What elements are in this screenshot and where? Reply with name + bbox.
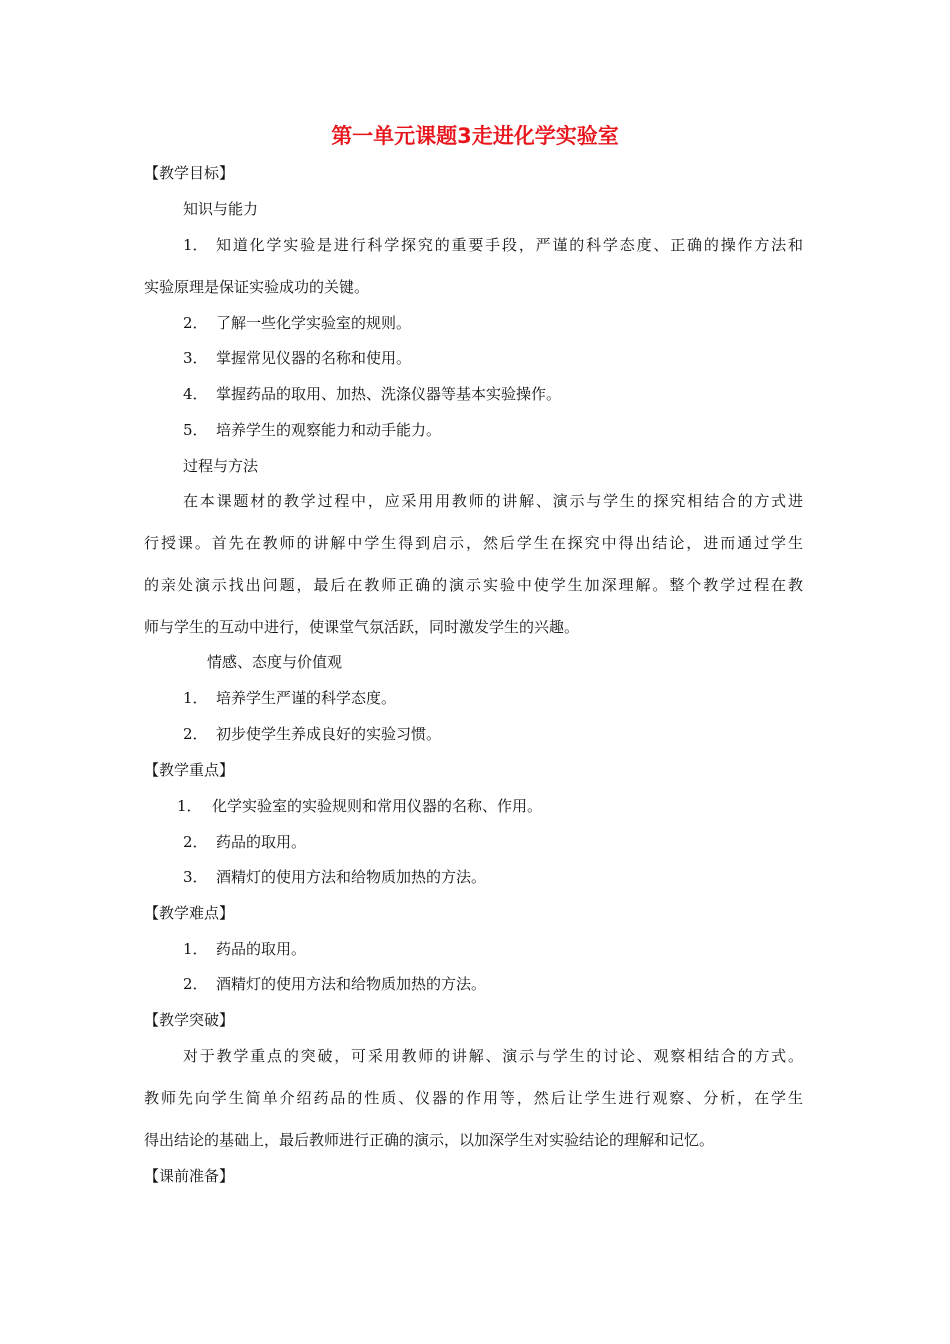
list-item <box>183 420 803 440</box>
list-item <box>183 974 803 994</box>
list-item <box>183 384 803 404</box>
list-item-text: 药品的取用。 <box>216 833 307 851</box>
paragraph-line: 师与学生的互动中进行，使课堂气氛活跃，同时激发学生的兴趣。 <box>144 618 580 636</box>
list-item-number: 3． <box>183 349 208 367</box>
section-heading-key-points: 【教学重点】 <box>144 761 235 779</box>
section-heading-difficulties: 【教学难点】 <box>144 904 235 922</box>
list-item-continuation: 实验原理是保证实验成功的关键。 <box>144 278 370 296</box>
list-item-number: 2． <box>183 975 208 993</box>
paragraph-line: 教师先向学生简单介绍药品的性质、仪器的作用等，然后让学生进行观察、分析，在学生 <box>144 1089 803 1107</box>
list-item-text: 知道化学实验是进行科学探究的重要手段，严谨的科学态度、正确的操作方法和 <box>216 236 803 254</box>
list-item <box>183 867 803 887</box>
paragraph-line: 行授课。首先在教师的讲解中学生得到启示，然后学生在探究中得出结论，进而通过学生 <box>144 534 803 552</box>
list-item-text: 掌握药品的取用、加热、洗涤仪器等基本实验操作。 <box>216 385 562 403</box>
list-item <box>183 939 803 959</box>
paragraph-line: 对于教学重点的突破，可采用教师的讲解、演示与学生的讨论、观察相结合的方式。 <box>183 1047 803 1065</box>
list-item-text: 药品的取用。 <box>216 940 307 958</box>
list-item-text: 培养学生严谨的科学态度。 <box>216 689 397 707</box>
list-item <box>177 796 797 816</box>
list-item-text: 培养学生的观察能力和动手能力。 <box>216 421 442 439</box>
list-item-number: 4． <box>183 385 208 403</box>
list-item-text: 化学实验室的实验规则和常用仪器的名称、作用。 <box>212 797 543 815</box>
list-item-text: 初步使学生养成良好的实验习惯。 <box>216 725 442 743</box>
list-item-number: 2． <box>183 833 208 851</box>
list-item-number: 1． <box>183 236 208 254</box>
list-item-text: 掌握常见仪器的名称和使用。 <box>216 349 412 367</box>
list-item <box>183 313 803 333</box>
subheading-emotion: 情感、态度与价值观 <box>207 653 343 671</box>
paragraph-line: 在本课题材的教学过程中，应采用用教师的讲解、演示与学生的探究相结合的方式进 <box>183 492 803 510</box>
subheading-knowledge: 知识与能力 <box>183 200 259 218</box>
list-item-number: 1． <box>183 689 208 707</box>
list-item <box>183 688 803 708</box>
list-item-number: 2． <box>183 314 208 332</box>
list-item-text: 酒精灯的使用方法和给物质加热的方法。 <box>216 868 487 886</box>
list-item-number: 5． <box>183 421 208 439</box>
list-item <box>183 724 803 744</box>
list-item-number: 2． <box>183 725 208 743</box>
subheading-process: 过程与方法 <box>183 457 259 475</box>
section-heading-objectives: 【教学目标】 <box>144 164 235 182</box>
list-item-text: 了解一些化学实验室的规则。 <box>216 314 412 332</box>
section-heading-preparation: 【课前准备】 <box>144 1167 235 1185</box>
paragraph-line: 得出结论的基础上，最后教师进行正确的演示，以加深学生对实验结论的理解和记忆。 <box>144 1131 715 1149</box>
paragraph-line: 的亲处演示找出问题，最后在教师正确的演示实验中使学生加深理解。整个教学过程在教 <box>144 576 803 594</box>
document-title: 第一单元课题3走进化学实验室 <box>331 124 619 148</box>
list-item-number: 3． <box>183 868 208 886</box>
section-heading-breakthrough: 【教学突破】 <box>144 1011 235 1029</box>
list-item-number: 1． <box>177 797 202 815</box>
list-item-text: 酒精灯的使用方法和给物质加热的方法。 <box>216 975 487 993</box>
list-item <box>183 832 803 852</box>
list-item <box>183 348 803 368</box>
list-item <box>183 235 803 255</box>
list-item-number: 1． <box>183 940 208 958</box>
